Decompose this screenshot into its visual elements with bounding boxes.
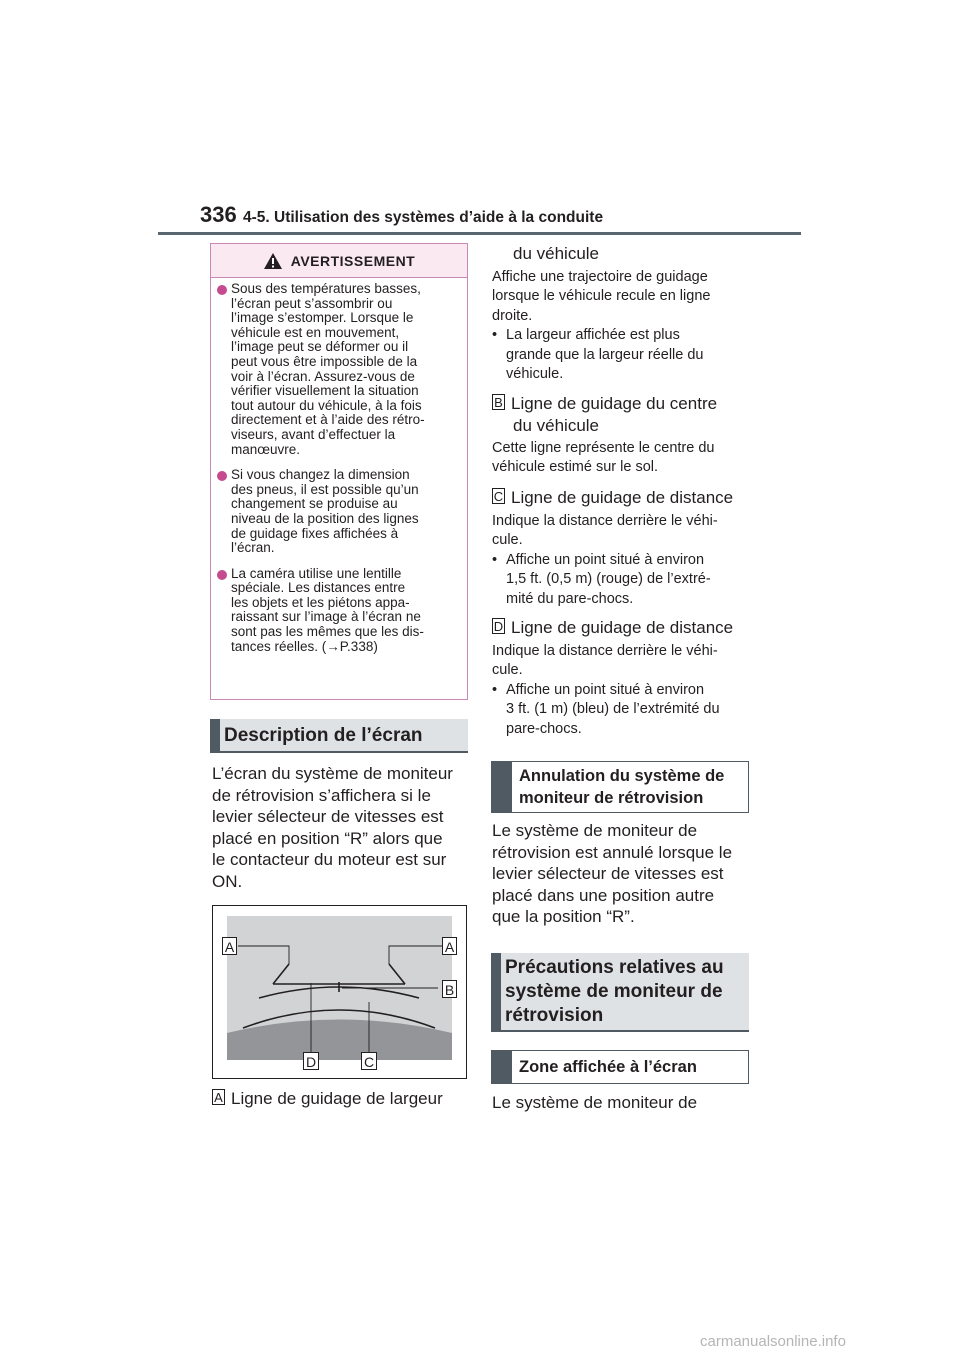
subsection-bar <box>492 762 512 812</box>
warning-header <box>211 244 467 278</box>
section-description <box>210 719 468 753</box>
label-a-title: A Ligne de guidage de largeur <box>212 1088 477 1110</box>
subsection-title: Zone affichée à l’écran <box>519 1058 697 1076</box>
figure-label-b: B <box>442 980 457 998</box>
label-d-title: D Ligne de guidage de distance <box>493 618 734 637</box>
label-c-description: Indique la distance derrière le véhi- cule. • Affiche un point situé à environ 1,5 ft. (0,5 m) (rouge) de l’extré- mité du pare-chocs. <box>492 513 718 607</box>
rear-view-diagram <box>213 906 466 1078</box>
label-a-letter: A <box>212 1089 225 1105</box>
section-title: Précautions relatives au système de moniteur de rétrovision <box>505 957 724 1026</box>
watermark: carmanualsonline.info <box>700 1333 846 1350</box>
label-d-description: Indique la distance derrière le véhi- cule. • Affiche un point situé à environ 3 ft. (1 m) (bleu) de l’extrémité du pare-chocs. <box>492 643 720 737</box>
warning-item: Sous des températures basses, l’écran peut s’assombrir ou l’image s’estomper. Lorsque le véhicule est en mouvement, l’image peut se déformer ou il peut vous être impossible de la voir à l’écran. Assurez-vous de vérifier visuellement la situation tout autour du véhicule, à la fois directement et à l’aide des rétro- viseurs, avant d’effectuer la manœuvre. <box>217 282 467 457</box>
label-b-title: B Ligne de guidage du centre du véhicule <box>492 393 752 436</box>
section-precautions <box>491 953 749 1032</box>
chapter-title: 4-5. Utilisation des systèmes d’aide à la conduite <box>243 209 604 226</box>
header-rule <box>158 232 801 235</box>
section-bar <box>210 719 220 751</box>
subsection-annulation <box>491 761 749 813</box>
warning-item: La caméra utilise une lentille spéciale. Les distances entre les objets et les piétons appa- raissant sur l’image à l’écran ne sont pas les mêmes que les dis- tances réelles. (→P.338) <box>217 567 467 655</box>
section-bar <box>491 953 501 1030</box>
label-d-letter: D <box>493 619 504 634</box>
figure-label-a-left: A <box>222 937 237 955</box>
subsection-title: Annulation du système de moniteur de rétrovision <box>519 767 725 807</box>
bullet-icon <box>217 471 227 481</box>
annulation-paragraph: Le système de moniteur de rétrovision est annulé lorsque le levier sélecteur de vitesses est placé dans une position autre que la position “R”. <box>492 821 733 927</box>
label-b-description: Cette ligne représente le centre du véhicule estimé sur le sol. <box>492 440 715 476</box>
label-c-letter: C <box>493 489 504 504</box>
bullet-icon <box>217 570 227 580</box>
subsection-zone <box>491 1050 749 1084</box>
section-title: Description de l’écran <box>224 725 423 746</box>
label-b-letter: B <box>492 394 505 410</box>
bullet-icon <box>217 285 227 295</box>
page-number: 336 <box>200 202 237 227</box>
description-paragraph: L’écran du système de moniteur de rétrovision s’affichera si le levier sélecteur de vitesses est placé en position “R” alors que le contacteur du moteur est sur ON. <box>212 764 453 891</box>
label-c-title: C Ligne de guidage de distance <box>493 488 734 507</box>
label-a-description: Affiche une trajectoire de guidage lorsque le véhicule recule en ligne droite. • La largeur affichée est plus grande que la largeur réelle du véhicule. <box>492 269 711 383</box>
warning-box <box>210 243 468 700</box>
subsection-bar <box>492 1051 512 1083</box>
warning-triangle-icon <box>263 252 283 270</box>
figure-label-a-right: A <box>442 937 457 955</box>
label-a-title-cont: du véhicule <box>513 244 600 263</box>
precautions-paragraph: Le système de moniteur de <box>492 1093 698 1112</box>
figure-label-c: C <box>361 1052 377 1070</box>
warning-title: AVERTISSEMENT <box>290 252 416 269</box>
figure-label-d: D <box>303 1052 319 1070</box>
warning-item: Si vous changez la dimension des pneus, il est possible qu’un changement se produise au niveau de la position des lignes de guidage fixes affichées à l’écran. <box>217 468 467 556</box>
rear-view-monitor-figure <box>212 905 467 1079</box>
